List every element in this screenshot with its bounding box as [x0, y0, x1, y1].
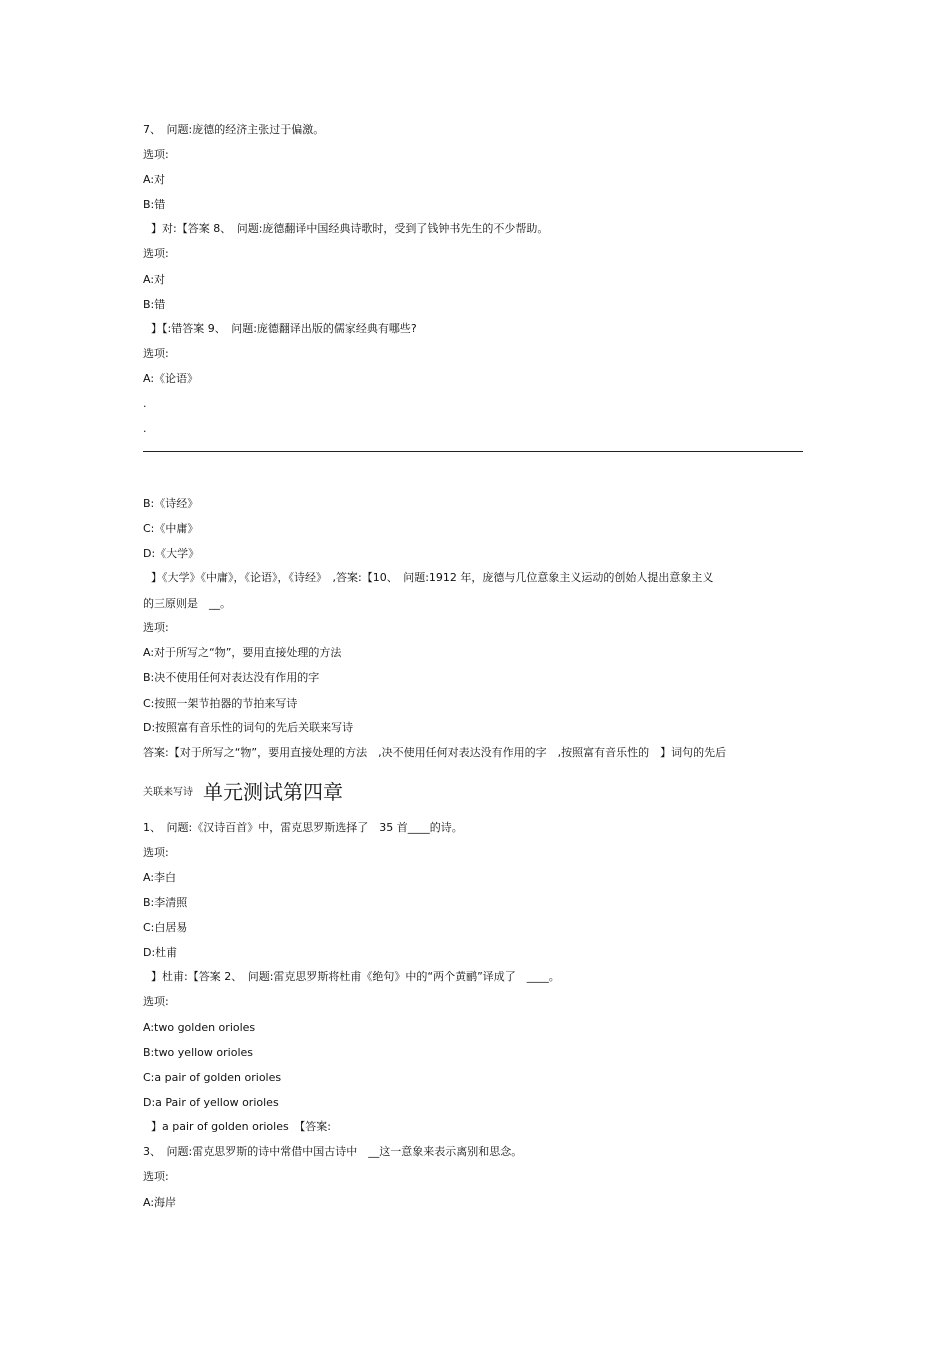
option-a: A:对 — [143, 173, 166, 186]
answer-question-10: 】《大学》《中庸》，《论语》，《诗经》 ,答案:【10、 问题:1912 年，庞德与几位意象主义运动的创始人提出意象主义 — [151, 571, 714, 584]
answer-continued: 关联来写诗 — [143, 787, 193, 798]
option-a: A:海岸 — [143, 1196, 177, 1209]
option-a: A:李白 — [143, 871, 177, 884]
option-d: D:《大学》 — [143, 547, 200, 560]
chapter-title: 单元测试第四章 — [203, 780, 343, 804]
question-3: 3、 问题:雷克思罗斯的诗中常借中国古诗中 __这一意象来表示离别和思念。 — [143, 1145, 523, 1158]
dot-mark: . — [143, 422, 147, 435]
option-b: B:two yellow orioles — [143, 1046, 253, 1059]
answer-line: 】a pair of golden orioles 【答案: — [151, 1120, 331, 1133]
option-a: A:two golden orioles — [143, 1021, 256, 1034]
options-label: 选项: — [143, 347, 169, 360]
options-label: 选项: — [143, 1170, 169, 1183]
answer-question-9: 】【:错答案 9、 问题:庞德翻译出版的儒家经典有哪些? — [151, 322, 417, 335]
option-d: D:杜甫 — [143, 946, 178, 959]
option-a: A:对于所写之“物”，要用直接处理的方法 — [143, 646, 342, 659]
option-a: A:对 — [143, 273, 166, 286]
question-10-continued: 的三原则是 __。 — [143, 597, 231, 610]
option-d: D:a Pair of yellow orioles — [143, 1096, 279, 1109]
option-b: B:李清照 — [143, 896, 188, 909]
heading-line — [143, 780, 343, 804]
option-b: B:错 — [143, 298, 166, 311]
option-c: C:按照一架节拍器的节拍来写诗 — [143, 697, 298, 710]
options-label: 选项: — [143, 148, 169, 161]
answer-question-2: 】杜甫:【答案 2、 问题:雷克思罗斯将杜甫《绝句》中的“两个黄鹂”译成了 ____。 — [151, 970, 560, 983]
page-divider — [143, 451, 803, 452]
answer-line: 答案:【对于所写之“物”，要用直接处理的方法 ,决不使用任何对表达没有作用的字 ,按照富有音乐性的 】词句的先后 — [143, 746, 727, 759]
question-1: 1、 问题:《汉诗百首》中，雷克思罗斯选择了 35 首____的诗。 — [143, 821, 463, 834]
answer-question-8: 】对:【答案 8、 问题:庞德翻译中国经典诗歌时，受到了钱钟书先生的不少帮助。 — [151, 222, 549, 235]
option-b: B:《诗经》 — [143, 497, 199, 510]
options-label: 选项: — [143, 846, 169, 859]
options-label: 选项: — [143, 995, 169, 1008]
option-c: C:白居易 — [143, 921, 188, 934]
question-7: 7、 问题:庞德的经济主张过于偏激。 — [143, 123, 325, 136]
options-label: 选项: — [143, 621, 169, 634]
option-c: C:《中庸》 — [143, 522, 199, 535]
option-a: A:《论语》 — [143, 372, 199, 385]
option-c: C:a pair of golden orioles — [143, 1071, 282, 1084]
dot-mark: . — [143, 397, 147, 410]
option-b: B:错 — [143, 198, 166, 211]
option-d: D:按照富有音乐性的词句的先后关联来写诗 — [143, 721, 354, 734]
option-b: B:决不使用任何对表达没有作用的字 — [143, 671, 320, 684]
options-label: 选项: — [143, 247, 169, 260]
